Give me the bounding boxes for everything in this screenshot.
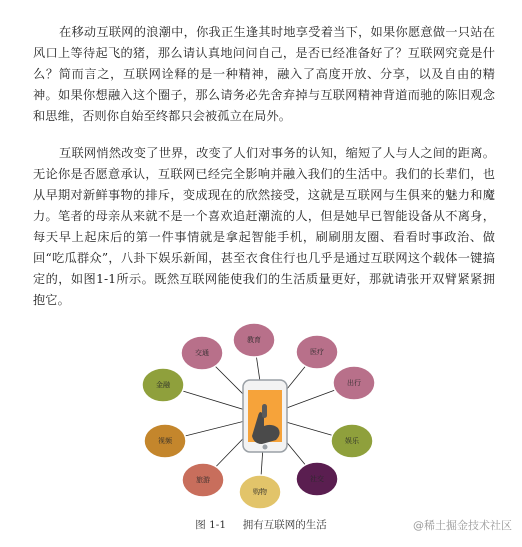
topic-node-label: 金融 [156, 381, 170, 389]
topic-node [142, 368, 184, 402]
caption-title: 拥有互联网的生活 [242, 519, 327, 531]
topic-node-label: 出行 [347, 379, 361, 387]
paragraph-1: 在移动互联网的浪潮中，你我正生逢其时地享受着当下，如果你愿意做一只站在风口上等待起飞的猪，那么请认真地问问自己，是否已经准备好了？互联网究竟是什么？简而言之，互联网诠释的是一种精神，融入了高度开放、分享，以及自由的精神。如果你想融入这个圈子，那么请务必先舍弃掉与互联网精神背道而驰的陈旧观念和思维，否则你自始至终都只会被孤立在局外。 [33, 25, 495, 124]
topic-node [296, 462, 338, 496]
watermark: @稀土掘金技术社区 [413, 519, 512, 532]
topic-node [182, 463, 224, 497]
topic-node-label: 视频 [158, 437, 172, 445]
smartphone-icon [243, 380, 287, 452]
topic-node-label: 娱乐 [345, 437, 359, 445]
topic-node-label: 社交 [310, 475, 324, 483]
topic-node-label: 医疗 [310, 348, 324, 356]
topic-node-label: 旅游 [196, 476, 210, 484]
topic-node [296, 335, 338, 369]
topic-node-label: 交通 [195, 349, 209, 357]
topic-node-label: 教育 [247, 336, 261, 344]
topic-node [331, 424, 373, 458]
topic-node [239, 475, 281, 509]
topic-node [333, 366, 375, 400]
topic-node [233, 323, 275, 357]
caption-number: 图 1-1 [195, 519, 227, 531]
topic-node-label: 购物 [253, 488, 267, 496]
topic-node [144, 424, 186, 458]
paragraph-2: 互联网悄然改变了世界，改变了人们对事务的认知，缩短了人与人之间的距离。无论你是否愿意承认，互联网已经完全影响并融入我们的生活中。我们的长辈们，也从早期对新鲜事物的排斥，变成现在的欣然接受，这就是互联网与生俱来的魅力和魔力。笔者的母亲从来就不是一个喜欢追赶潮流的人，但是她早已智能设备从不离身，每天早上起床后的第一件事情就是拿起智能手机，刷刷朋友圈、看看时事政治、做回“吃瓜群众”，八卦下娱乐新闻，甚至衣食住行也几乎是通过互联网这个载体一键搞定的，如图1-1所示。既然互联网能使我们的生活质量更好，那就请张开双臂紧紧拥抱它。 [33, 146, 495, 308]
topic-node [181, 336, 223, 370]
